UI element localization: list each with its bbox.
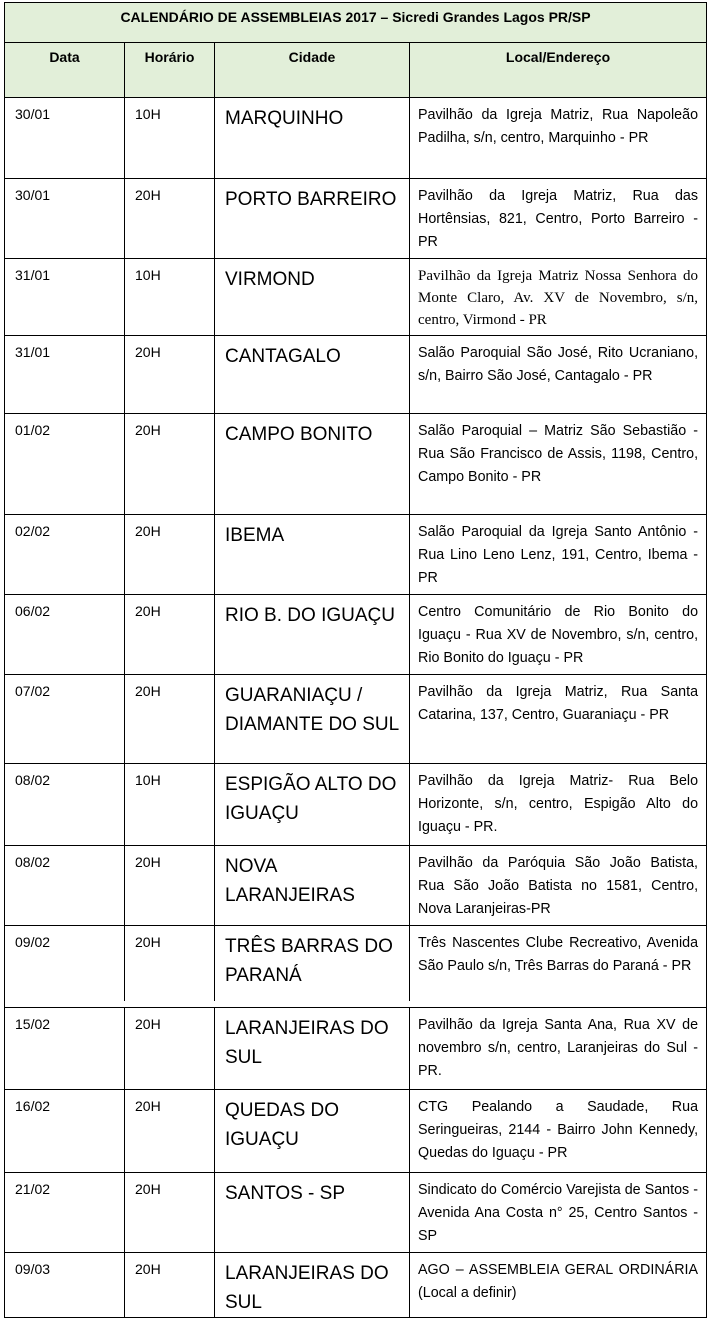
table-row <box>5 259 707 336</box>
row-address: Pavilhão da Igreja Matriz, Rua das Hortênsias, 821, Centro, Porto Barreiro - PR <box>410 179 707 259</box>
header-row <box>5 43 707 98</box>
row-city: GUARANIAÇU / DIAMANTE DO SUL <box>215 675 410 764</box>
table-row <box>5 675 707 764</box>
row-time: 10H <box>125 98 215 179</box>
table-row <box>5 846 707 926</box>
row-time: 20H <box>125 1172 215 1252</box>
table-row <box>5 595 707 675</box>
table-row <box>5 1252 707 1317</box>
row-address: Pavilhão da Igreja Santa Ana, Rua XV de novembro s/n, centro, Laranjeiras do Sul - PR. <box>410 1007 707 1089</box>
row-date: 15/02 <box>5 1007 125 1089</box>
row-city: TRÊS BARRAS DO PARANÁ <box>215 926 410 1001</box>
row-date: 21/02 <box>5 1172 125 1252</box>
row-city: VIRMOND <box>215 259 410 336</box>
row-time: 20H <box>125 675 215 764</box>
table-row <box>5 1172 707 1252</box>
row-address: Sindicato do Comércio Varejista de Santos - Avenida Ana Costa n° 25, Centro Santos - SP <box>410 1172 707 1252</box>
header-date: Data <box>5 43 125 98</box>
row-address: Pavilhão da Igreja Matriz, Rua Napoleão Padilha, s/n, centro, Marquinho - PR <box>410 98 707 179</box>
row-address: Salão Paroquial da Igreja Santo Antônio - Rua Lino Leno Lenz, 191, Centro, Ibema - PR <box>410 515 707 595</box>
table-row <box>5 98 707 179</box>
row-address: AGO – ASSEMBLEIA GERAL ORDINÁRIA (Local a definir) <box>410 1252 707 1317</box>
row-date: 01/02 <box>5 414 125 515</box>
row-date: 07/02 <box>5 675 125 764</box>
header-address: Local/Endereço <box>410 43 707 98</box>
table-row <box>5 1007 707 1089</box>
header-time: Horário <box>125 43 215 98</box>
table-row <box>5 179 707 259</box>
row-date: 08/02 <box>5 846 125 926</box>
table-row <box>5 336 707 414</box>
row-address: Salão Paroquial São José, Rito Ucraniano, s/n, Bairro São José, Cantagalo - PR <box>410 336 707 414</box>
row-date: 31/01 <box>5 336 125 414</box>
table-row <box>5 515 707 595</box>
row-address: Pavilhão da Paróquia São João Batista, Rua São João Batista no 1581, Centro, Nova Laranjeiras-PR <box>410 846 707 926</box>
row-date: 02/02 <box>5 515 125 595</box>
table-row <box>5 414 707 515</box>
row-time: 20H <box>125 336 215 414</box>
table-row <box>5 1089 707 1172</box>
row-address: Pavilhão da Igreja Matriz Nossa Senhora do Monte Claro, Av. XV de Novembro, s/n, centro, Virmond - PR <box>410 259 707 336</box>
row-date: 16/02 <box>5 1089 125 1172</box>
row-city: SANTOS - SP <box>215 1172 410 1252</box>
row-city: CANTAGALO <box>215 336 410 414</box>
row-time: 20H <box>125 1252 215 1317</box>
row-time: 10H <box>125 259 215 336</box>
calendar-table <box>4 2 707 1318</box>
title-row <box>5 3 707 43</box>
row-address: Centro Comunitário de Rio Bonito do Iguaçu - Rua XV de Novembro, s/n, centro, Rio Bonito do Iguaçu - PR <box>410 595 707 675</box>
header-city: Cidade <box>215 43 410 98</box>
row-city: MARQUINHO <box>215 98 410 179</box>
row-time: 20H <box>125 1089 215 1172</box>
row-date: 30/01 <box>5 98 125 179</box>
row-address: Salão Paroquial – Matriz São Sebastião - Rua São Francisco de Assis, 1198, Centro, Campo Bonito - PR <box>410 414 707 515</box>
table-title: CALENDÁRIO DE ASSEMBLEIAS 2017 – Sicredi Grandes Lagos PR/SP <box>5 3 707 43</box>
row-city: CAMPO BONITO <box>215 414 410 515</box>
row-date: 06/02 <box>5 595 125 675</box>
row-time: 10H <box>125 764 215 846</box>
row-city: NOVA LARANJEIRAS <box>215 846 410 926</box>
row-city: RIO B. DO IGUAÇU <box>215 595 410 675</box>
table-row <box>5 764 707 846</box>
row-time: 20H <box>125 414 215 515</box>
row-time: 20H <box>125 179 215 259</box>
row-city: ESPIGÃO ALTO DO IGUAÇU <box>215 764 410 846</box>
row-address: Três Nascentes Clube Recreativo, Avenida São Paulo s/n, Três Barras do Paraná - PR <box>410 926 707 1001</box>
row-time: 20H <box>125 846 215 926</box>
row-date: 30/01 <box>5 179 125 259</box>
row-date: 09/02 <box>5 926 125 1001</box>
row-city: IBEMA <box>215 515 410 595</box>
row-time: 20H <box>125 926 215 1001</box>
row-date: 09/03 <box>5 1252 125 1317</box>
row-date: 31/01 <box>5 259 125 336</box>
row-address: Pavilhão da Igreja Matriz- Rua Belo Horizonte, s/n, centro, Espigão Alto do Iguaçu - PR. <box>410 764 707 846</box>
row-date: 08/02 <box>5 764 125 846</box>
row-time: 20H <box>125 515 215 595</box>
row-city: PORTO BARREIRO <box>215 179 410 259</box>
table-row <box>5 926 707 1001</box>
row-time: 20H <box>125 1007 215 1089</box>
row-city: LARANJEIRAS DO SUL <box>215 1252 410 1317</box>
row-address: Pavilhão da Igreja Matriz, Rua Santa Catarina, 137, Centro, Guaraniaçu - PR <box>410 675 707 764</box>
row-address: CTG Pealando a Saudade, Rua Seringueiras, 2144 - Bairro John Kennedy, Quedas do Iguaçu - PR <box>410 1089 707 1172</box>
row-city: QUEDAS DO IGUAÇU <box>215 1089 410 1172</box>
row-city: LARANJEIRAS DO SUL <box>215 1007 410 1089</box>
assembly-calendar <box>4 2 706 1318</box>
row-time: 20H <box>125 595 215 675</box>
